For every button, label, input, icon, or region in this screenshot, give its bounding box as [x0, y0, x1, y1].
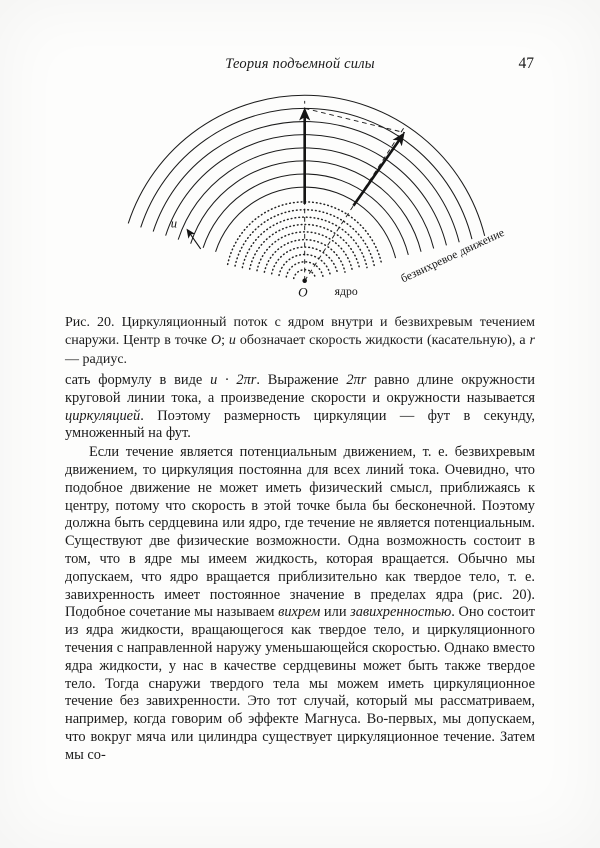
paragraph-1: сать формулу в виде u · 2πr. Выражение 2πr равно длине окружности круговой линии тока, а произведение скорости и окружности называется циркуляцией. Поэтому размерность циркуляции — фут в секунду, умноженный на фут.	[65, 372, 535, 442]
page-number: 47	[518, 55, 534, 72]
body-text	[65, 372, 535, 765]
paragraph-2: Если течение является потенциальным движением, т. е. безвихревым движением, то циркуляция постоянна для всех линий тока. Очевидно, что подобное движение не может иметь физический смысл, приближаясь к центру, потому что скорость в этой точке была бы бесконечной. Поэтому должна быть сердцевина или ядро, где течение не является потенциальным. Существуют две физические возможности. Одна возможность состоит в том, что в ядре мы имеем жидкость, которая вращается. Обычно мы допускаем, что ядро вращается приблизительно как твердое тело, т. е. завихренность имеет постоянное значение в пределах ядра (рис. 20). Подобное сочетание мы называем вихрем или завихренностью. Оно состоит из ядра жидкости, вращающегося как твердое тело, и циркуляционного течения с направленной наружу уменьшающейся скоростью. Однако вместо ядра жидкости, у нас в качестве сердцевины может быть также твердое тело. Тогда снаружи твердого тела мы можем иметь циркуляционное течение без завихренности. Это тот случай, который мы рассматриваем, например, когда говорим об эффекте Магнуса. Во-первых, мы допускаем, что вокруг мяча или цилиндра существует циркуляционное течение. Затем мы со-	[65, 444, 536, 763]
dashed-radii	[305, 101, 405, 281]
u-label: u	[170, 216, 178, 231]
origin-point	[302, 279, 306, 283]
vortex-core	[228, 202, 382, 279]
core-label: ядро	[334, 284, 358, 298]
streamline-arcs	[128, 95, 484, 258]
origin-label: O	[298, 284, 308, 300]
figure-20	[75, 84, 525, 307]
running-header-title: Теория подъемной силы	[225, 56, 375, 72]
figure-caption: Рис. 20. Циркуляционный поток с ядром внутри и безвихревым течением снаружи. Центр в точке O; u обозначает скорость жидкости (касательную), а r — радиус.	[65, 315, 535, 367]
irrotational-flow-label: безвихревое движение	[398, 225, 507, 286]
circulation-flow-diagram	[75, 84, 525, 307]
